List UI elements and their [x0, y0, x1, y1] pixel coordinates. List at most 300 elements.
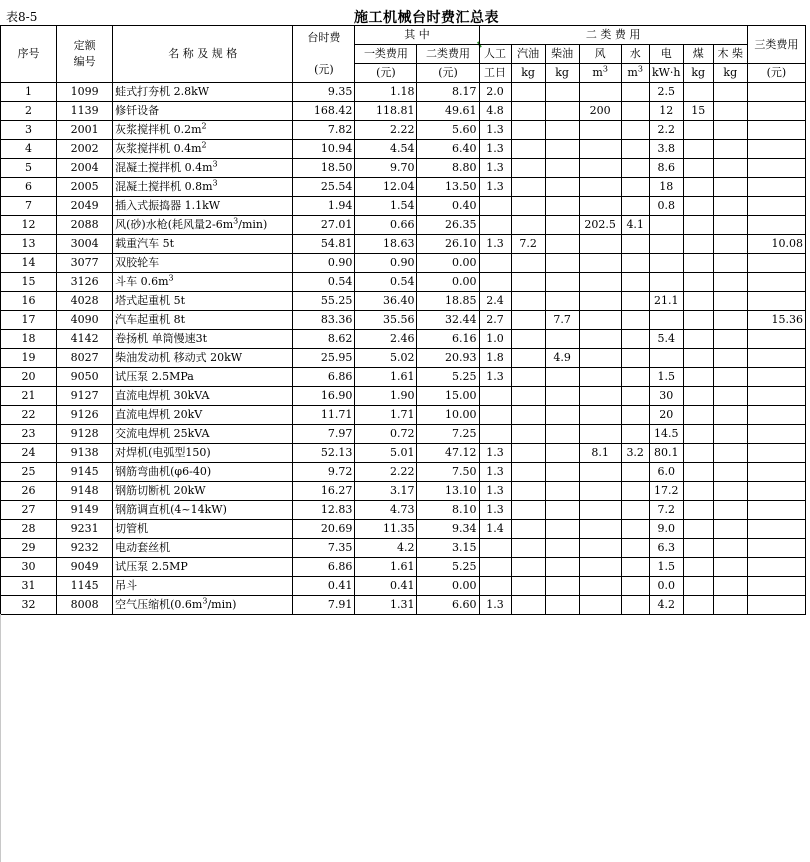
cell-erlei[interactable]: 9.34	[417, 520, 479, 539]
cell-sanlei[interactable]	[747, 425, 805, 444]
cell-water[interactable]	[621, 406, 649, 425]
cell-wood[interactable]	[713, 368, 747, 387]
cell-gasoline[interactable]	[511, 178, 545, 197]
cell-sanlei[interactable]	[747, 406, 805, 425]
cell-labor[interactable]: 2.4	[479, 292, 511, 311]
cell-yilei[interactable]: 4.54	[355, 140, 417, 159]
cell-water[interactable]	[621, 83, 649, 102]
cell-water[interactable]	[621, 368, 649, 387]
cell-code[interactable]: 4142	[57, 330, 113, 349]
cell-gasoline[interactable]	[511, 349, 545, 368]
cell-wind[interactable]	[579, 83, 621, 102]
cell-yilei[interactable]: 0.90	[355, 254, 417, 273]
cell-wood[interactable]	[713, 235, 747, 254]
cell-seq[interactable]: 16	[1, 292, 57, 311]
cell-wind[interactable]	[579, 254, 621, 273]
cell-code[interactable]: 1139	[57, 102, 113, 121]
cell-water[interactable]	[621, 311, 649, 330]
cell-seq[interactable]: 29	[1, 539, 57, 558]
cell-coal[interactable]	[683, 558, 713, 577]
cell-seq[interactable]: 28	[1, 520, 57, 539]
cell-diesel[interactable]	[545, 273, 579, 292]
cell-wind[interactable]	[579, 273, 621, 292]
cell-electricity[interactable]: 21.1	[649, 292, 683, 311]
cell-coal[interactable]	[683, 520, 713, 539]
cell-electricity[interactable]	[649, 235, 683, 254]
cell-coal[interactable]	[683, 121, 713, 140]
unit-sanlei[interactable]: (元)	[747, 64, 805, 83]
cell-labor[interactable]: 1.8	[479, 349, 511, 368]
cell-water[interactable]	[621, 178, 649, 197]
cell-water[interactable]	[621, 159, 649, 178]
cell-gasoline[interactable]	[511, 311, 545, 330]
cell-wind[interactable]	[579, 482, 621, 501]
cell-name[interactable]: 灰浆搅拌机 $0.4m^2$	[113, 140, 293, 159]
cell-diesel[interactable]	[545, 330, 579, 349]
cell-name[interactable]: 试压泵 2.5MPa	[113, 368, 293, 387]
cell-diesel[interactable]	[545, 197, 579, 216]
cell-coal[interactable]	[683, 292, 713, 311]
cell-hourly[interactable]: 7.91	[293, 596, 355, 615]
cell-code[interactable]: 9128	[57, 425, 113, 444]
cell-wind[interactable]	[579, 425, 621, 444]
cell-diesel[interactable]	[545, 406, 579, 425]
cell-hourly[interactable]: 168.42	[293, 102, 355, 121]
cell-electricity[interactable]	[649, 311, 683, 330]
unit-gasoline[interactable]: kg	[511, 64, 545, 83]
cell-wind[interactable]	[579, 197, 621, 216]
cell-erlei[interactable]: 10.00	[417, 406, 479, 425]
cell-electricity[interactable]: 5.4	[649, 330, 683, 349]
cell-wind[interactable]	[579, 406, 621, 425]
cell-electricity[interactable]: 18	[649, 178, 683, 197]
cell-sanlei[interactable]	[747, 102, 805, 121]
cell-sanlei[interactable]	[747, 539, 805, 558]
cell-labor[interactable]: 1.3	[479, 444, 511, 463]
cell-labor[interactable]	[479, 273, 511, 292]
cell-name[interactable]: 直流电焊机 20kV	[113, 406, 293, 425]
cell-seq[interactable]: 30	[1, 558, 57, 577]
cell-wood[interactable]	[713, 406, 747, 425]
cell-water[interactable]	[621, 558, 649, 577]
cell-wood[interactable]	[713, 292, 747, 311]
cell-wood[interactable]	[713, 520, 747, 539]
cell-electricity[interactable]: 8.6	[649, 159, 683, 178]
cell-labor[interactable]: 1.3	[479, 596, 511, 615]
cell-diesel[interactable]	[545, 463, 579, 482]
cell-hourly[interactable]: 25.95	[293, 349, 355, 368]
cell-electricity[interactable]: 14.5	[649, 425, 683, 444]
cell-hourly[interactable]: 20.69	[293, 520, 355, 539]
cell-erlei[interactable]: 47.12	[417, 444, 479, 463]
cell-water[interactable]	[621, 425, 649, 444]
cell-code[interactable]: 4090	[57, 311, 113, 330]
header-yilei[interactable]: 一类费用	[355, 45, 417, 64]
header-group-qizhong[interactable]: 其 中	[355, 26, 479, 45]
cell-coal[interactable]	[683, 197, 713, 216]
cell-diesel[interactable]	[545, 577, 579, 596]
cell-water[interactable]	[621, 577, 649, 596]
cell-gasoline[interactable]	[511, 273, 545, 292]
cell-name[interactable]: 钢筋调直机(4~14kW)	[113, 501, 293, 520]
cell-name[interactable]: 柴油发动机 移动式 20kW	[113, 349, 293, 368]
cell-erlei[interactable]: 3.15	[417, 539, 479, 558]
cell-water[interactable]	[621, 273, 649, 292]
cell-yilei[interactable]: 12.04	[355, 178, 417, 197]
cell-wood[interactable]	[713, 197, 747, 216]
cell-gasoline[interactable]	[511, 102, 545, 121]
cell-gasoline[interactable]	[511, 368, 545, 387]
header-wind[interactable]: 风	[579, 45, 621, 64]
cell-electricity[interactable]: 9.0	[649, 520, 683, 539]
cell-yilei[interactable]: 5.02	[355, 349, 417, 368]
cell-coal[interactable]	[683, 273, 713, 292]
cell-code[interactable]: 9149	[57, 501, 113, 520]
cell-water[interactable]	[621, 349, 649, 368]
cell-seq[interactable]: 6	[1, 178, 57, 197]
cell-name[interactable]: 电动套丝机	[113, 539, 293, 558]
cell-yilei[interactable]: 118.81	[355, 102, 417, 121]
cell-wind[interactable]	[579, 292, 621, 311]
cell-electricity[interactable]: 7.2	[649, 501, 683, 520]
cell-hourly[interactable]: 6.86	[293, 368, 355, 387]
cell-erlei[interactable]: 8.17	[417, 83, 479, 102]
header-electricity[interactable]: 电	[649, 45, 683, 64]
cell-water[interactable]	[621, 330, 649, 349]
cell-seq[interactable]: 22	[1, 406, 57, 425]
cell-electricity[interactable]: 30	[649, 387, 683, 406]
cell-coal[interactable]	[683, 235, 713, 254]
cell-code[interactable]: 9126	[57, 406, 113, 425]
cell-coal[interactable]	[683, 216, 713, 235]
cell-erlei[interactable]: 0.00	[417, 273, 479, 292]
cell-erlei[interactable]: 20.93	[417, 349, 479, 368]
cell-seq[interactable]: 25	[1, 463, 57, 482]
cell-coal[interactable]	[683, 140, 713, 159]
cell-hourly[interactable]: 54.81	[293, 235, 355, 254]
header-sanlei[interactable]: 三类费用	[747, 26, 805, 64]
unit-electricity[interactable]: kW·h	[649, 64, 683, 83]
cell-seq[interactable]: 27	[1, 501, 57, 520]
cell-diesel[interactable]	[545, 292, 579, 311]
cell-coal[interactable]	[683, 159, 713, 178]
cell-hourly[interactable]: 83.36	[293, 311, 355, 330]
cell-code[interactable]: 9138	[57, 444, 113, 463]
cell-hourly[interactable]: 7.35	[293, 539, 355, 558]
cell-code[interactable]: 1145	[57, 577, 113, 596]
cell-hourly[interactable]: 9.35	[293, 83, 355, 102]
cell-diesel[interactable]	[545, 102, 579, 121]
cell-electricity[interactable]: 4.2	[649, 596, 683, 615]
cell-labor[interactable]	[479, 254, 511, 273]
cell-yilei[interactable]: 0.66	[355, 216, 417, 235]
cell-seq[interactable]: 15	[1, 273, 57, 292]
cell-seq[interactable]: 2	[1, 102, 57, 121]
cell-erlei[interactable]: 0.00	[417, 254, 479, 273]
cell-yilei[interactable]: 11.35	[355, 520, 417, 539]
cell-water[interactable]: 3.2	[621, 444, 649, 463]
header-gasoline[interactable]: 汽油	[511, 45, 545, 64]
cell-erlei[interactable]: 26.35	[417, 216, 479, 235]
cell-coal[interactable]	[683, 349, 713, 368]
cell-coal[interactable]: 15	[683, 102, 713, 121]
cell-coal[interactable]	[683, 596, 713, 615]
cell-yilei[interactable]: 0.41	[355, 577, 417, 596]
cell-wind[interactable]	[579, 558, 621, 577]
cell-electricity[interactable]	[649, 273, 683, 292]
cell-code[interactable]: 9050	[57, 368, 113, 387]
cell-sanlei[interactable]	[747, 368, 805, 387]
cell-diesel[interactable]	[545, 482, 579, 501]
cell-erlei[interactable]: 6.40	[417, 140, 479, 159]
cell-gasoline[interactable]	[511, 254, 545, 273]
cell-erlei[interactable]: 5.25	[417, 368, 479, 387]
cell-name[interactable]: 灰浆搅拌机 $0.2m^2$	[113, 121, 293, 140]
cell-electricity[interactable]: 6.0	[649, 463, 683, 482]
cell-labor[interactable]	[479, 387, 511, 406]
cell-wind[interactable]: 8.1	[579, 444, 621, 463]
cell-wood[interactable]	[713, 596, 747, 615]
cell-diesel[interactable]	[545, 425, 579, 444]
cell-code[interactable]: 1099	[57, 83, 113, 102]
cell-name[interactable]: 蛙式打夯机 2.8kW	[113, 83, 293, 102]
cell-electricity[interactable]: 1.5	[649, 558, 683, 577]
cell-gasoline[interactable]	[511, 387, 545, 406]
cell-wood[interactable]	[713, 83, 747, 102]
cell-coal[interactable]	[683, 501, 713, 520]
cell-hourly[interactable]: 25.54	[293, 178, 355, 197]
cell-hourly[interactable]: 9.72	[293, 463, 355, 482]
cell-wood[interactable]	[713, 330, 747, 349]
cell-hourly[interactable]: 8.62	[293, 330, 355, 349]
cell-yilei[interactable]: 3.17	[355, 482, 417, 501]
cell-gasoline[interactable]	[511, 121, 545, 140]
cell-sanlei[interactable]	[747, 197, 805, 216]
cell-coal[interactable]	[683, 539, 713, 558]
cell-yilei[interactable]: 1.71	[355, 406, 417, 425]
cell-water[interactable]: 4.1	[621, 216, 649, 235]
cell-sanlei[interactable]	[747, 330, 805, 349]
cell-hourly[interactable]: 0.54	[293, 273, 355, 292]
cell-yilei[interactable]: 4.2	[355, 539, 417, 558]
cell-wood[interactable]	[713, 311, 747, 330]
cell-wood[interactable]	[713, 539, 747, 558]
cell-coal[interactable]	[683, 387, 713, 406]
cell-code[interactable]: 8008	[57, 596, 113, 615]
cell-coal[interactable]	[683, 368, 713, 387]
cell-code[interactable]: 2004	[57, 159, 113, 178]
cell-electricity[interactable]: 1.5	[649, 368, 683, 387]
cell-labor[interactable]: 1.3	[479, 235, 511, 254]
header-erlei[interactable]: 二类费用	[417, 45, 479, 64]
header-name[interactable]: 名 称 及 规 格	[113, 26, 293, 83]
cell-labor[interactable]: 1.3	[479, 159, 511, 178]
cell-hourly[interactable]: 0.90	[293, 254, 355, 273]
cell-yilei[interactable]: 9.70	[355, 159, 417, 178]
cell-coal[interactable]	[683, 482, 713, 501]
cell-electricity[interactable]: 0.8	[649, 197, 683, 216]
cell-code[interactable]: 2001	[57, 121, 113, 140]
cell-water[interactable]	[621, 482, 649, 501]
cell-labor[interactable]	[479, 425, 511, 444]
cell-hourly[interactable]: 11.71	[293, 406, 355, 425]
cell-wind[interactable]	[579, 368, 621, 387]
cell-code[interactable]: 3004	[57, 235, 113, 254]
cell-coal[interactable]	[683, 330, 713, 349]
cell-erlei[interactable]: 15.00	[417, 387, 479, 406]
cell-yilei[interactable]: 1.18	[355, 83, 417, 102]
header-seq[interactable]: 序号	[1, 26, 57, 83]
cell-labor[interactable]	[479, 197, 511, 216]
cell-wind[interactable]: 202.5	[579, 216, 621, 235]
cell-code[interactable]: 9148	[57, 482, 113, 501]
cell-name[interactable]: 钢筋弯曲机(φ6-40)	[113, 463, 293, 482]
cell-name[interactable]: 对焊机(电弧型150)	[113, 444, 293, 463]
cell-name[interactable]: 载重汽车 5t	[113, 235, 293, 254]
cell-diesel[interactable]	[545, 140, 579, 159]
cell-wind[interactable]	[579, 520, 621, 539]
cell-wind[interactable]	[579, 501, 621, 520]
cell-gasoline[interactable]	[511, 216, 545, 235]
cell-wind[interactable]	[579, 577, 621, 596]
cell-gasoline[interactable]: 7.2	[511, 235, 545, 254]
cell-diesel[interactable]	[545, 159, 579, 178]
cell-wind[interactable]: 200	[579, 102, 621, 121]
cell-erlei[interactable]: 6.60	[417, 596, 479, 615]
cell-gasoline[interactable]	[511, 444, 545, 463]
cell-electricity[interactable]: 80.1	[649, 444, 683, 463]
cell-gasoline[interactable]	[511, 482, 545, 501]
unit-water[interactable]: $m^3$	[621, 64, 649, 83]
cell-name[interactable]: 吊斗	[113, 577, 293, 596]
cell-water[interactable]	[621, 140, 649, 159]
cell-sanlei[interactable]	[747, 463, 805, 482]
cell-sanlei[interactable]	[747, 273, 805, 292]
cell-code[interactable]: 9049	[57, 558, 113, 577]
cell-electricity[interactable]	[649, 254, 683, 273]
cell-labor[interactable]: 2.7	[479, 311, 511, 330]
cell-seq[interactable]: 1	[1, 83, 57, 102]
cell-water[interactable]	[621, 121, 649, 140]
cell-seq[interactable]: 7	[1, 197, 57, 216]
cell-water[interactable]	[621, 292, 649, 311]
cell-name[interactable]: 斗车 $0.6m^3$	[113, 273, 293, 292]
cell-diesel[interactable]	[545, 216, 579, 235]
cell-hourly[interactable]: 55.25	[293, 292, 355, 311]
cell-diesel[interactable]	[545, 368, 579, 387]
cell-yilei[interactable]: 1.54	[355, 197, 417, 216]
cell-erlei[interactable]: 5.60	[417, 121, 479, 140]
cell-seq[interactable]: 24	[1, 444, 57, 463]
cell-gasoline[interactable]	[511, 83, 545, 102]
cell-sanlei[interactable]	[747, 520, 805, 539]
cell-wind[interactable]	[579, 140, 621, 159]
cell-diesel[interactable]	[545, 83, 579, 102]
cell-yilei[interactable]: 4.73	[355, 501, 417, 520]
header-water[interactable]: 水	[621, 45, 649, 64]
cell-water[interactable]	[621, 539, 649, 558]
cell-labor[interactable]: 1.0	[479, 330, 511, 349]
unit-erlei[interactable]: (元)	[417, 64, 479, 83]
cell-water[interactable]	[621, 197, 649, 216]
cell-wind[interactable]	[579, 235, 621, 254]
unit-wind[interactable]: $m^3$	[579, 64, 621, 83]
cell-seq[interactable]: 31	[1, 577, 57, 596]
cell-water[interactable]	[621, 254, 649, 273]
cell-coal[interactable]	[683, 254, 713, 273]
cell-wood[interactable]	[713, 102, 747, 121]
cell-hourly[interactable]: 52.13	[293, 444, 355, 463]
cell-erlei[interactable]: 13.50	[417, 178, 479, 197]
header-hourly-cost[interactable]: 台时费 (元)	[293, 26, 355, 83]
cell-coal[interactable]	[683, 463, 713, 482]
cell-diesel[interactable]	[545, 178, 579, 197]
header-quota-code[interactable]: 定额 编号	[57, 26, 113, 83]
cell-code[interactable]: 3126	[57, 273, 113, 292]
cell-erlei[interactable]: 18.85	[417, 292, 479, 311]
cell-diesel[interactable]	[545, 501, 579, 520]
cell-hourly[interactable]: 16.90	[293, 387, 355, 406]
cell-sanlei[interactable]	[747, 501, 805, 520]
cell-diesel[interactable]: 4.9	[545, 349, 579, 368]
cell-code[interactable]: 9231	[57, 520, 113, 539]
cell-water[interactable]	[621, 520, 649, 539]
cell-wind[interactable]	[579, 539, 621, 558]
cell-labor[interactable]	[479, 406, 511, 425]
cell-gasoline[interactable]	[511, 159, 545, 178]
cell-gasoline[interactable]	[511, 463, 545, 482]
cell-wood[interactable]	[713, 463, 747, 482]
cell-code[interactable]: 8027	[57, 349, 113, 368]
cell-labor[interactable]: 1.3	[479, 463, 511, 482]
cell-yilei[interactable]: 35.56	[355, 311, 417, 330]
cell-labor[interactable]: 4.8	[479, 102, 511, 121]
cell-seq[interactable]: 32	[1, 596, 57, 615]
cell-wind[interactable]	[579, 311, 621, 330]
cell-code[interactable]: 2005	[57, 178, 113, 197]
cell-wood[interactable]	[713, 159, 747, 178]
cell-code[interactable]: 9145	[57, 463, 113, 482]
cell-labor[interactable]	[479, 577, 511, 596]
unit-coal[interactable]: kg	[683, 64, 713, 83]
cell-gasoline[interactable]	[511, 520, 545, 539]
cell-electricity[interactable]	[649, 349, 683, 368]
cell-hourly[interactable]: 0.41	[293, 577, 355, 596]
cell-hourly[interactable]: 18.50	[293, 159, 355, 178]
cell-sanlei[interactable]	[747, 558, 805, 577]
cell-name[interactable]: 试压泵 2.5MP	[113, 558, 293, 577]
cell-wood[interactable]	[713, 216, 747, 235]
cell-water[interactable]	[621, 501, 649, 520]
cell-gasoline[interactable]	[511, 330, 545, 349]
cell-wood[interactable]	[713, 121, 747, 140]
cell-sanlei[interactable]: 15.36	[747, 311, 805, 330]
cell-seq[interactable]: 4	[1, 140, 57, 159]
cell-diesel[interactable]: 7.7	[545, 311, 579, 330]
cell-sanlei[interactable]	[747, 577, 805, 596]
cell-sanlei[interactable]	[747, 121, 805, 140]
cell-erlei[interactable]: 7.50	[417, 463, 479, 482]
cell-diesel[interactable]	[545, 520, 579, 539]
cell-gasoline[interactable]	[511, 292, 545, 311]
cell-yilei[interactable]: 1.31	[355, 596, 417, 615]
cell-electricity[interactable]: 6.3	[649, 539, 683, 558]
cell-wood[interactable]	[713, 425, 747, 444]
cell-seq[interactable]: 19	[1, 349, 57, 368]
header-coal[interactable]: 煤	[683, 45, 713, 64]
cell-gasoline[interactable]	[511, 197, 545, 216]
cell-seq[interactable]: 20	[1, 368, 57, 387]
